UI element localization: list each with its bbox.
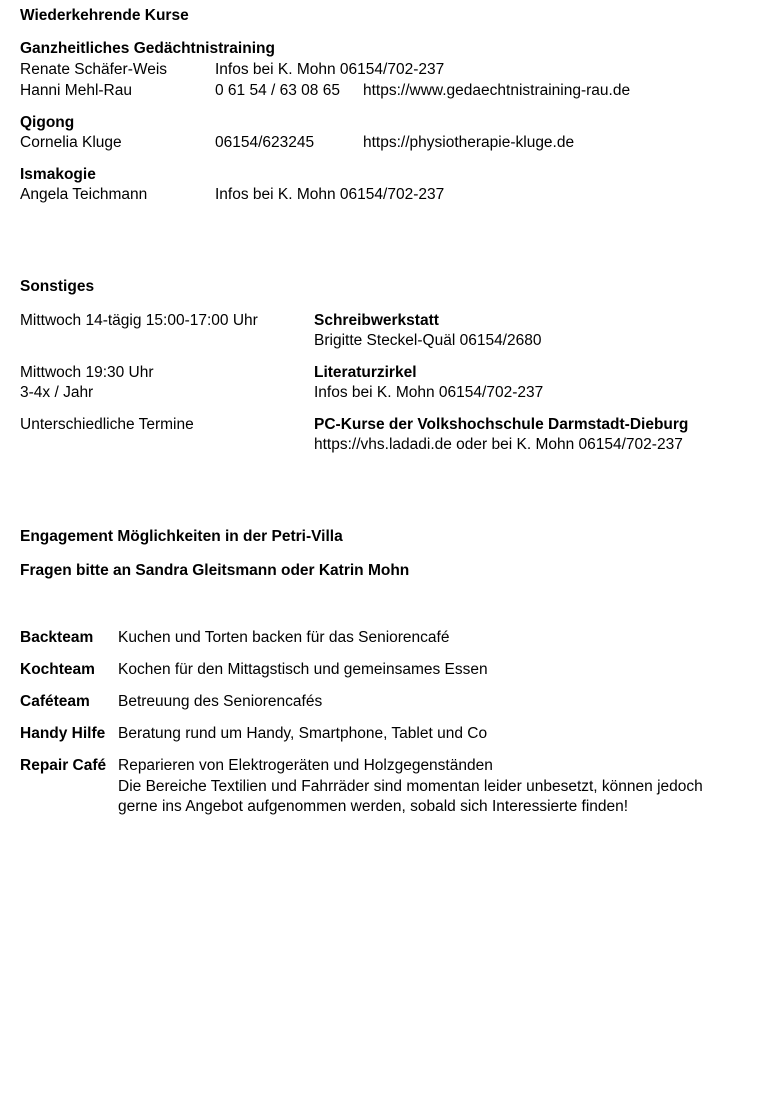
event-frequency: 3-4x / Jahr <box>20 384 94 401</box>
team-label-kochteam: Kochteam <box>20 661 95 678</box>
team-description: Die Bereiche Textilien und Fahrräder sind momentan leider unbesetzt, können jedoch <box>118 778 703 795</box>
event-time: Mittwoch 19:30 Uhr <box>20 364 154 381</box>
team-label-cafeteam: Caféteam <box>20 693 90 710</box>
team-description: Kochen für den Mittagstisch und gemeinsames Essen <box>118 661 488 678</box>
team-description: Kuchen und Torten backen für das Seniorencafé <box>118 629 450 646</box>
course-contact: 0 61 54 / 63 08 65 <box>215 82 340 99</box>
team-label-backteam: Backteam <box>20 629 94 646</box>
course-person: Cornelia Kluge <box>20 134 122 151</box>
event-detail: Infos bei K. Mohn 06154/702-237 <box>314 384 544 401</box>
event-name-pc-kurse: PC-Kurse der Volkshochschule Darmstadt-Dieburg <box>314 416 689 433</box>
course-name-ismakogie: Ismakogie <box>20 166 96 183</box>
course-url: https://www.gedaechtnistraining-rau.de <box>363 82 631 99</box>
event-name-literaturzirkel: Literaturzirkel <box>314 364 417 381</box>
section-title-sonstiges: Sonstiges <box>20 278 95 295</box>
course-name-gedaechtnistraining: Ganzheitliches Gedächtnistraining <box>20 40 275 57</box>
course-person: Renate Schäfer-Weis <box>20 61 168 78</box>
team-description: Beratung rund um Handy, Smartphone, Tablet und Co <box>118 725 488 742</box>
section-title-kurse: Wiederkehrende Kurse <box>20 7 189 24</box>
course-contact: Infos bei K. Mohn 06154/702-237 <box>215 186 445 203</box>
team-label-handy-hilfe: Handy Hilfe <box>20 725 106 742</box>
team-label-repair-cafe: Repair Café <box>20 757 107 774</box>
course-name-qigong: Qigong <box>20 114 75 131</box>
event-name-schreibwerkstatt: Schreibwerkstatt <box>314 312 439 329</box>
event-time: Unterschiedliche Termine <box>20 416 194 433</box>
section-title-engagement: Engagement Möglichkeiten in der Petri-Villa <box>20 528 343 545</box>
event-detail: https://vhs.ladadi.de oder bei K. Mohn 06154/702-237 <box>314 436 683 453</box>
team-description: gerne ins Angebot aufgenommen werden, sobald sich Interessierte finden! <box>118 798 629 815</box>
course-person: Hanni Mehl-Rau <box>20 82 132 99</box>
course-contact: Infos bei K. Mohn 06154/702-237 <box>215 61 445 78</box>
event-time: Mittwoch 14-tägig 15:00-17:00 Uhr <box>20 312 258 329</box>
course-contact: 06154/623245 <box>215 134 315 151</box>
course-url: https://physiotherapie-kluge.de <box>363 134 575 151</box>
team-description: Betreuung des Seniorencafés <box>118 693 323 710</box>
event-detail: Brigitte Steckel-Quäl 06154/2680 <box>314 332 542 349</box>
team-description: Reparieren von Elektrogeräten und Holzgegenständen <box>118 757 493 774</box>
course-person: Angela Teichmann <box>20 186 148 203</box>
engagement-subtitle: Fragen bitte an Sandra Gleitsmann oder Katrin Mohn <box>20 562 410 579</box>
